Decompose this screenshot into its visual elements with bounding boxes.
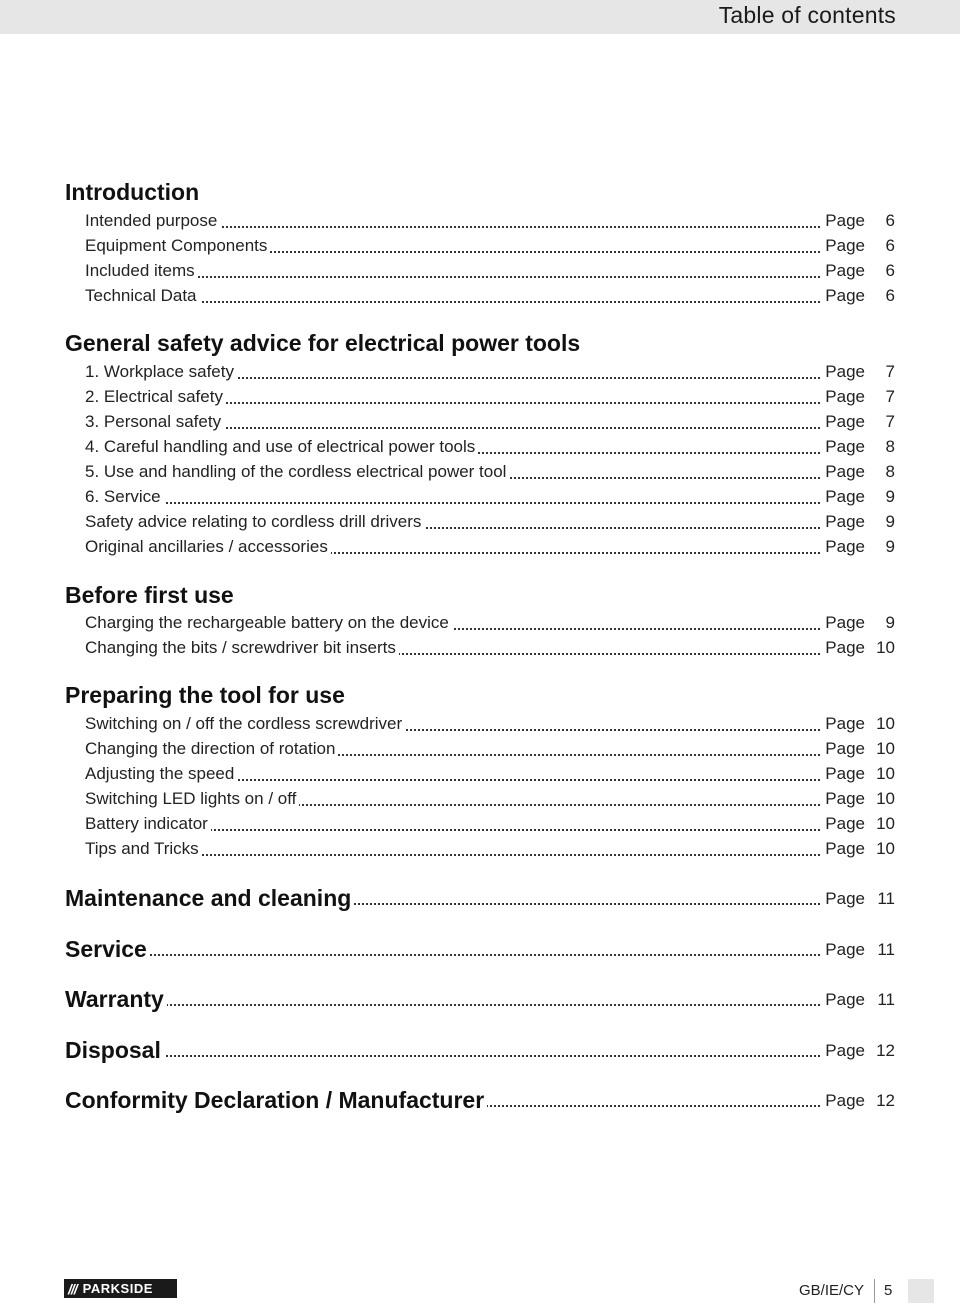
toc-entry-label: Switching LED lights on / off: [85, 787, 299, 811]
page-word: Page: [822, 485, 865, 509]
page-number: 9: [885, 487, 895, 506]
page-word: Page: [822, 737, 865, 761]
toc-entry-label: Intended purpose: [85, 209, 220, 233]
toc-entry[interactable]: [85, 485, 895, 509]
page-number: 10: [876, 789, 895, 808]
page-word: Page: [822, 988, 865, 1012]
toc-entry[interactable]: [85, 435, 895, 459]
toc-entry-label: Adjusting the speed: [85, 762, 237, 786]
toc-entry[interactable]: [85, 234, 895, 258]
page-word: Page: [822, 837, 865, 861]
dot-leader: [65, 1055, 820, 1057]
page-word: Page: [822, 611, 865, 635]
page-number: 10: [876, 839, 895, 858]
section-title-introduction: Introduction: [65, 179, 200, 205]
page-word: Page: [822, 259, 865, 283]
toc-entry-label: Technical Data: [85, 284, 200, 308]
toc-entry-label: Changing the direction of rotation: [85, 737, 338, 761]
page-number: 8: [885, 437, 895, 456]
toc-entry[interactable]: [85, 787, 895, 811]
section-title-before-first-use: Before first use: [65, 582, 234, 608]
toc-entry-label: 2. Electrical safety: [85, 385, 226, 409]
toc-main-entry-label: Maintenance and cleaning: [65, 883, 354, 913]
toc-main-entry-label: Warranty: [65, 984, 167, 1014]
toc-entry[interactable]: [85, 762, 895, 786]
page-word: Page: [822, 1039, 865, 1063]
toc-entry[interactable]: [85, 535, 895, 559]
footer-tab-marker: [908, 1279, 934, 1303]
toc-main-entry-label: Service: [65, 934, 150, 964]
page-number: 10: [876, 714, 895, 733]
page-number: 12: [876, 1091, 895, 1110]
logo-slashes: ///: [68, 1280, 77, 1297]
page-word: Page: [822, 385, 865, 409]
toc-entry[interactable]: [85, 636, 895, 660]
page-word: Page: [822, 460, 865, 484]
toc-main-entry[interactable]: [65, 1085, 895, 1115]
page-word: Page: [822, 762, 865, 786]
toc-entry[interactable]: [85, 385, 895, 409]
page-title: Table of contents: [718, 2, 896, 28]
logo-brand-text: PARKSIDE: [82, 1281, 153, 1296]
toc-entry[interactable]: [85, 510, 895, 534]
toc-entry[interactable]: [85, 611, 895, 635]
page-number: 12: [876, 1041, 895, 1060]
page-number: 9: [885, 512, 895, 531]
toc-entry[interactable]: [85, 410, 895, 434]
page-word: Page: [822, 1089, 865, 1113]
page-number: 10: [876, 739, 895, 758]
page-number: 10: [876, 814, 895, 833]
parkside-logo: [64, 1279, 177, 1298]
page-number: 6: [885, 261, 895, 280]
page-word: Page: [822, 812, 865, 836]
toc-entry-label: Switching on / off the cordless screwdriver: [85, 712, 405, 736]
toc-entry-label: Safety advice relating to cordless drill drivers: [85, 510, 424, 534]
page-word: Page: [822, 410, 865, 434]
page-word: Page: [822, 938, 865, 962]
page-word: Page: [822, 209, 865, 233]
toc-entry[interactable]: [85, 360, 895, 384]
toc-entry-label: 1. Workplace safety: [85, 360, 237, 384]
toc-entry-label: Charging the rechargeable battery on the device: [85, 611, 452, 635]
toc-entry-label: Equipment Components: [85, 234, 270, 258]
toc-entry-label: Changing the bits / screwdriver bit inserts: [85, 636, 399, 660]
page-number: 8: [885, 462, 895, 481]
page-word: Page: [822, 887, 865, 911]
toc-entry-label: 3. Personal safety: [85, 410, 224, 434]
page-number: 7: [885, 362, 895, 381]
toc-entry-label: Original ancillaries / accessories: [85, 535, 331, 559]
section-title-preparing: Preparing the tool for use: [65, 682, 345, 708]
page-word: Page: [822, 435, 865, 459]
page-number: 7: [885, 387, 895, 406]
country-codes: GB/IE/CY: [799, 1282, 865, 1299]
section-title-general-safety: General safety advice for electrical power tools: [65, 330, 581, 356]
page-number: 9: [885, 537, 895, 556]
page-number: 10: [876, 638, 895, 657]
page-word: Page: [822, 787, 865, 811]
toc-main-entry[interactable]: [65, 934, 895, 964]
toc-entry[interactable]: [85, 460, 895, 484]
page-word: Page: [822, 535, 865, 559]
toc-entry[interactable]: [85, 284, 895, 308]
page-word: Page: [822, 636, 865, 660]
page-word: Page: [822, 234, 865, 258]
toc-entry-label: 5. Use and handling of the cordless electrical power tool: [85, 460, 509, 484]
toc-entry[interactable]: [85, 209, 895, 233]
page-number: 6: [885, 211, 895, 230]
toc-entry[interactable]: [85, 737, 895, 761]
page-number: 10: [876, 764, 895, 783]
page-number: 11: [877, 990, 895, 1009]
page-number: 6: [885, 236, 895, 255]
toc-entry[interactable]: [85, 812, 895, 836]
page-number: 11: [877, 940, 895, 959]
toc-entry-label: Battery indicator: [85, 812, 211, 836]
toc-entry[interactable]: [85, 259, 895, 283]
toc-entry[interactable]: [85, 837, 895, 861]
page-word: Page: [822, 712, 865, 736]
toc-main-entry-label: Conformity Declaration / Manufacturer: [65, 1085, 487, 1115]
dot-leader: [65, 954, 820, 956]
toc-entry[interactable]: [85, 712, 895, 736]
toc-main-entry[interactable]: [65, 883, 895, 913]
page-number: 7: [885, 412, 895, 431]
footer-page-number: 5: [884, 1282, 893, 1299]
page-number: 6: [885, 286, 895, 305]
toc-entry-label: 6. Service: [85, 485, 164, 509]
page-word: Page: [822, 284, 865, 308]
page-number: 9: [885, 613, 895, 632]
page-word: Page: [822, 360, 865, 384]
toc-entry-label: Tips and Tricks: [85, 837, 202, 861]
page-number: 11: [877, 889, 895, 908]
dot-leader: [85, 502, 820, 504]
page-word: Page: [822, 510, 865, 534]
dot-leader: [65, 1004, 820, 1006]
toc-main-entry[interactable]: [65, 1035, 895, 1065]
toc-entry-label: 4. Careful handling and use of electrical power tools: [85, 435, 478, 459]
header-bar: [0, 0, 960, 34]
footer-divider: [874, 1279, 875, 1303]
toc-entry-label: Included items: [85, 259, 198, 283]
toc-main-entry[interactable]: [65, 984, 895, 1014]
toc-main-entry-label: Disposal: [65, 1035, 164, 1065]
